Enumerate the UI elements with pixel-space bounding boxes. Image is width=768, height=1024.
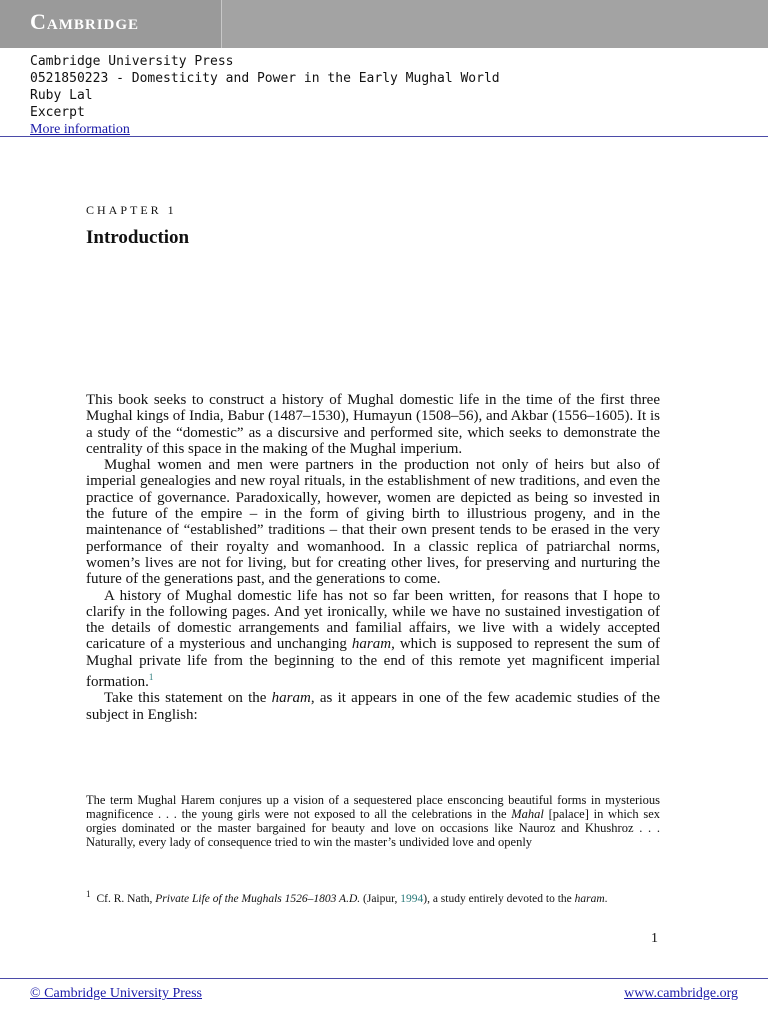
- footer-copyright: [30, 986, 202, 1002]
- book-metadata: [30, 53, 500, 138]
- header-divider: [0, 136, 768, 137]
- footnote-reference[interactable]: 1: [148, 672, 154, 683]
- footer-website: [624, 986, 738, 1002]
- paragraph-1: This book seeks to construct a history of Mughal domestic life in the time of the first three Mughal kings of India, Babur (1487–1530), Humayun (1508–56), and Akbar (1556–1605). It is a study of the “domestic” as a discursive and performed site, which seeks to demonstrate the centrality of this space in the making of the Mughal imperium.: [86, 392, 660, 457]
- copyright-link[interactable]: © Cambridge University Press: [30, 986, 203, 1001]
- body-text: [86, 392, 660, 723]
- website-link[interactable]: www.cambridge.org: [624, 986, 738, 1001]
- paragraph-2: Mughal women and men were partners in the production not only of heirs but also of imperial genealogies and new royal rituals, in the establishment of new traditions, and even the practice of governance. Paradoxically, however, women are depicted as being so invested in the future of the empire – in the form of giving birth to illustrious progeny, and in the maintenance of “established” traditions – that their own present tends to be erased in the very performance of their royalty and womanhood. In a classic replica of patriarchal norms, women’s lives are not for living, but for creating other lives, for preserving and nurturing the future of the generations past, and the generations to come.: [86, 457, 660, 588]
- footnote-number: 1: [86, 889, 91, 899]
- publisher-line: Cambridge University Press: [30, 54, 234, 69]
- paragraph-3: A history of Mughal domestic life has not so far been written, for reasons that I hope to clarify in the following pages. And yet ironically, while we have no sustained investigation of the details of domestic arrangements and familial affairs, we live with a widely accepted caricature of a mysterious and unchanging haram, which is supposed to represent the sum of Mughal private life from the beginning to the end of this remote yet magnificent imperial formation.$^1$: [86, 587, 660, 691]
- author-line: Ruby Lal: [30, 88, 93, 103]
- logo-text: Cambridge: [30, 9, 140, 34]
- more-information-link[interactable]: More information: [30, 122, 130, 137]
- isbn-title-line: 0521850223 - Domesticity and Power in the Early Mughal World: [30, 71, 500, 86]
- footnote: $^1$ Cf. R. Nath, Private Life of the Mughals 1526–1803 A.D. (Jaipur, 1994), a study entirely devoted to the haram.: [86, 889, 608, 905]
- header-bar: [0, 0, 768, 48]
- cambridge-logo[interactable]: [0, 0, 222, 48]
- block-quote: The term Mughal Harem conjures up a vision of a sequestered place ensconcing beautiful forms in mysterious magnificence . . . the young girls were not exposed to all the celebrations in the Mahal [palace] in which sex orgies dominated or the master bargained for beauty and love on occasions like Nauroz and Khushroz . . . Naturally, every lady of consequence tried to win the master’s undivided love and openly: [86, 793, 660, 849]
- paragraph-4: Take this statement on the haram, as it appears in one of the few academic studies of the subject in English:: [86, 690, 660, 723]
- page-number: 1: [651, 931, 658, 946]
- chapter-label: CHAPTER 1: [86, 203, 177, 217]
- footer-divider: [0, 978, 768, 979]
- footnote-year-link[interactable]: 1994: [400, 892, 424, 905]
- excerpt-line: Excerpt: [30, 105, 85, 120]
- chapter-title: Introduction: [86, 227, 190, 248]
